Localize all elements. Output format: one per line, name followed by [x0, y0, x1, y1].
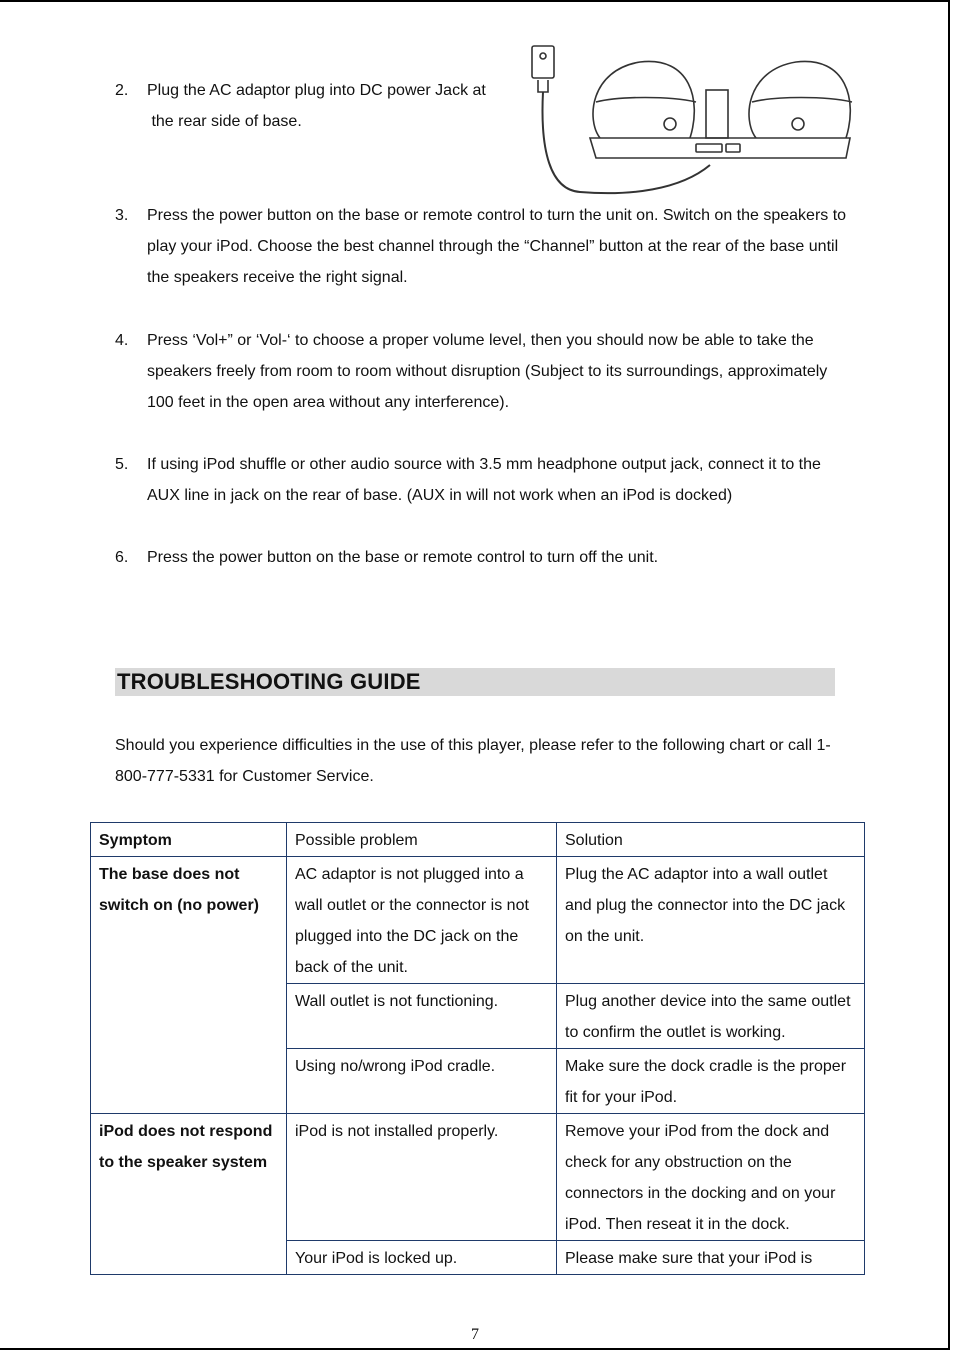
speaker-base-icon	[590, 138, 850, 158]
problem-cell: Using no/wrong iPod cradle.	[287, 1049, 557, 1114]
step-number: 3.	[115, 207, 129, 224]
intro-paragraph: Should you experience difficulties in the use of this player, please refer to the following chart or call 1-800-777-5331 for Customer Service.	[115, 737, 831, 785]
section-title: TROUBLESHOOTING GUIDE	[117, 669, 421, 694]
step-number: 5.	[115, 456, 129, 473]
step-text-line-1: Plug the AC adaptor plug into DC power Jack at	[147, 82, 486, 99]
step-5	[115, 449, 855, 511]
section-heading-bar	[115, 668, 835, 696]
step-number: 4.	[115, 332, 129, 349]
symptom-cell: iPod does not respond to the speaker system	[91, 1114, 287, 1275]
solution-cell: Please make sure that your iPod is	[557, 1241, 865, 1275]
table-row	[91, 857, 865, 984]
step-text: Press the power button on the base or remote control to turn off the unit.	[147, 549, 659, 566]
step-3	[115, 200, 855, 293]
power-cable-icon	[542, 92, 710, 193]
step-6	[115, 542, 855, 573]
step-number: 2.	[115, 82, 129, 99]
solution-cell: Plug the AC adaptor into a wall outlet and plug the connector into the DC jack on the unit.	[557, 857, 865, 984]
problem-cell: AC adaptor is not plugged into a wall outlet or the connector is not plugged into the DC jack on the back of the unit.	[287, 857, 557, 984]
header-symptom: Symptom	[91, 823, 287, 857]
step-text-line-2: the rear side of base.	[147, 113, 302, 130]
step-text: Press the power button on the base or remote control to turn the unit on. Switch on the speakers to play your iPod. Choose the best channel through the “Channel” button at the rear of the base until the speakers receive the right signal.	[147, 207, 847, 286]
header-possible-problem: Possible problem	[287, 823, 557, 857]
wall-outlet-icon	[532, 46, 554, 78]
solution-cell: Make sure the dock cradle is the proper fit for your iPod.	[557, 1049, 865, 1114]
solution-cell: Remove your iPod from the dock and check for any obstruction on the connectors in the docking and on your iPod. Then reseat it in the dock.	[557, 1114, 865, 1241]
table-header-row	[91, 823, 865, 857]
page-number: 7	[471, 1326, 479, 1343]
problem-cell: iPod is not installed properly.	[287, 1114, 557, 1241]
problem-cell: Wall outlet is not functioning.	[287, 984, 557, 1049]
step-text: If using iPod shuffle or other audio source with 3.5 mm headphone output jack, connect it to the AUX line in jack on the rear of base. (AUX in will not work when an iPod is docked)	[147, 456, 821, 504]
table-row	[91, 1114, 865, 1241]
step-4	[115, 325, 855, 418]
header-solution: Solution	[557, 823, 865, 857]
troubleshooting-table	[90, 822, 865, 1275]
problem-cell: Your iPod is locked up.	[287, 1241, 557, 1275]
step-text: Press ‘Vol+” or ‘Vol-‘ to choose a proper volume level, then you should now be able to take the speakers freely from room to room without disruption (Subject to its surroundings, approximately 100 feet in the open area without any interference).	[147, 332, 828, 411]
step-number: 6.	[115, 549, 129, 566]
symptom-cell: The base does not switch on (no power)	[91, 857, 287, 1114]
solution-cell: Plug another device into the same outlet to confirm the outlet is working.	[557, 984, 865, 1049]
speaker-dock-illustration	[520, 40, 860, 200]
